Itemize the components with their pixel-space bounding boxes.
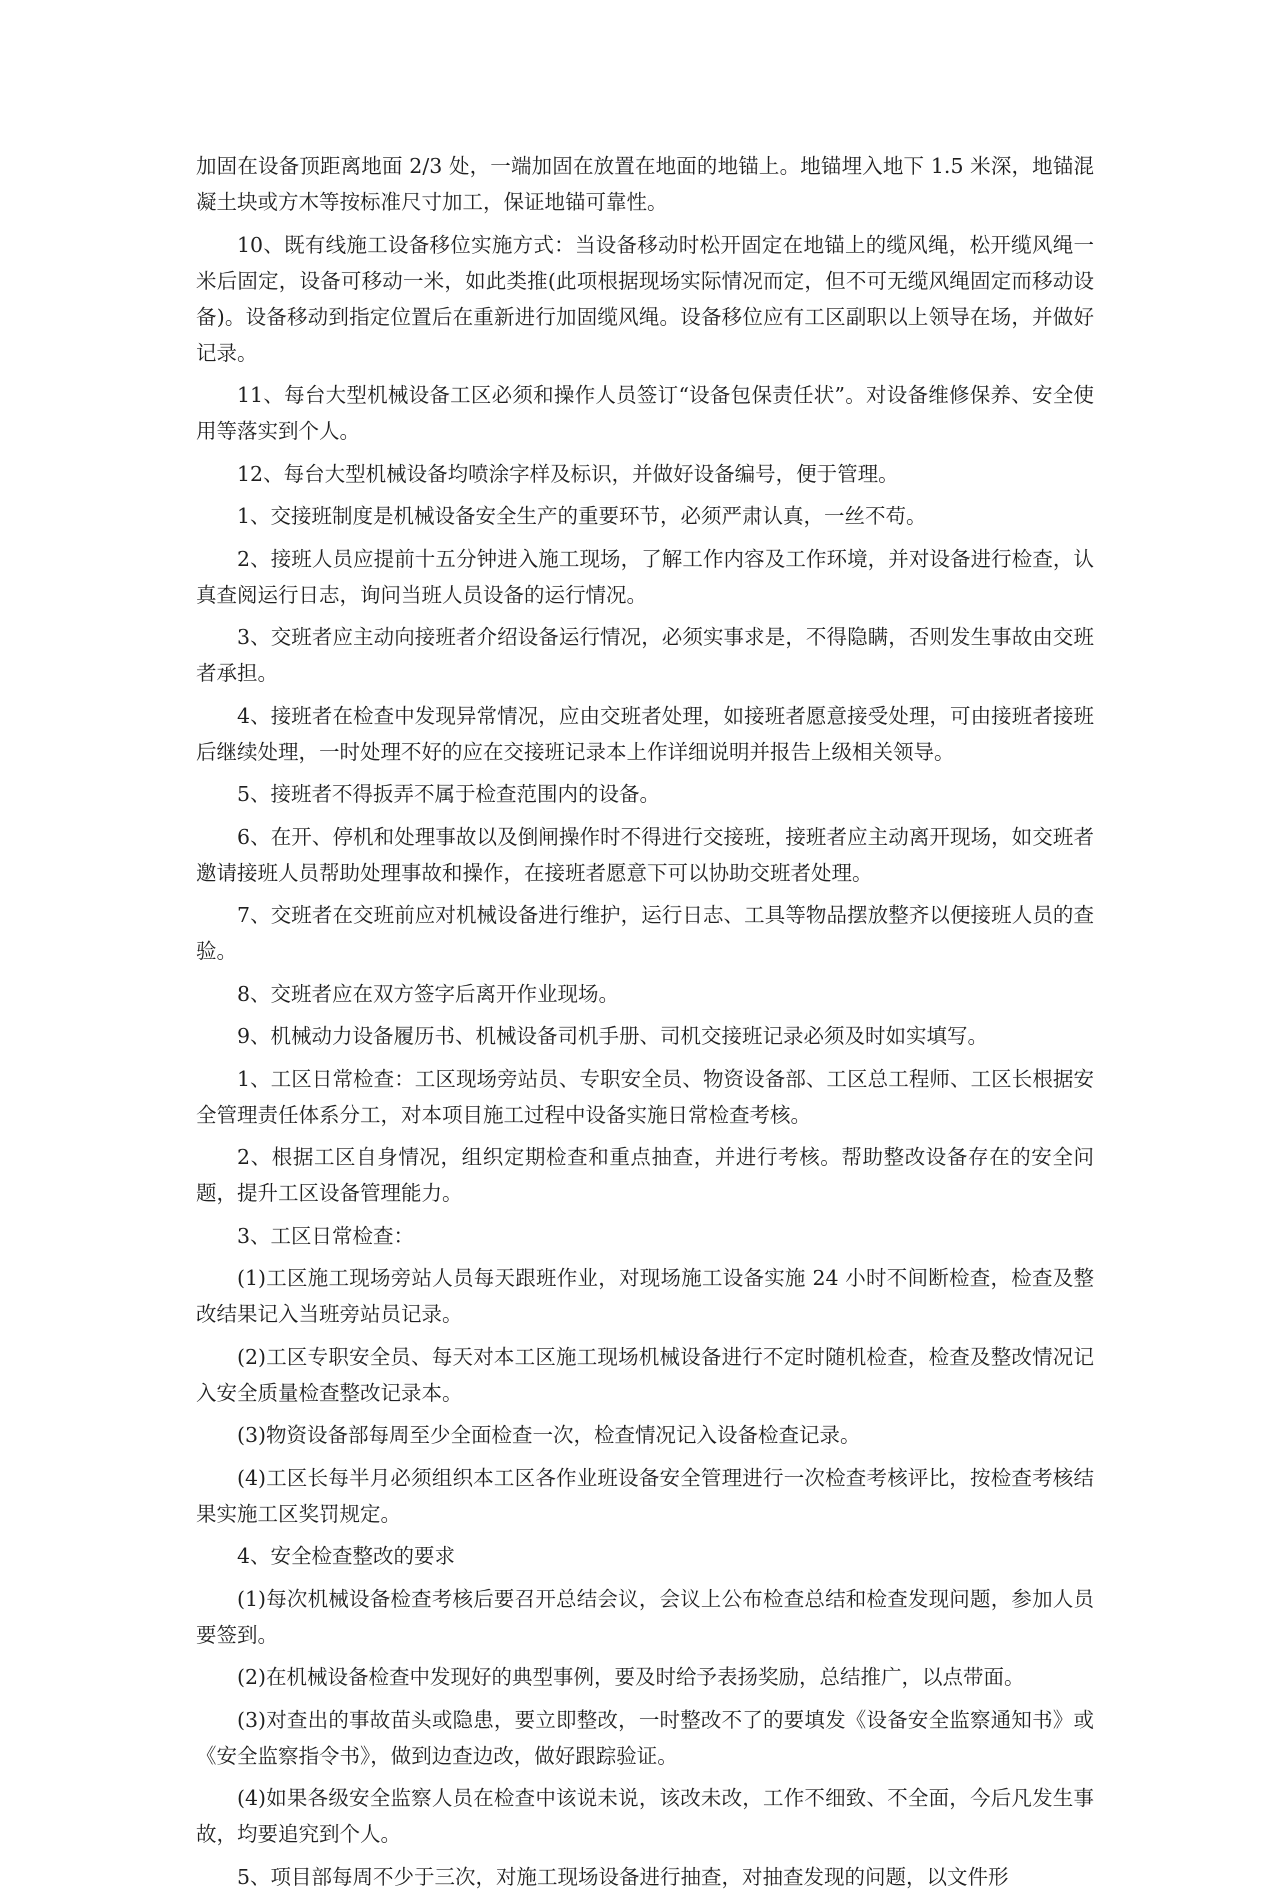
- paragraph-inspection-3-3: (3)物资设备部每周至少全面检查一次，检查情况记入设备检查记录。: [237, 1423, 861, 1447]
- paragraph-inspection-3-2: (2)工区专职安全员、每天对本工区施工现场机械设备进行不定时随机检查，检查及整改情况记入安全质量检查整改记录本。: [196, 1344, 1094, 1405]
- paragraph-rectification-4-4: (4)如果各级安全监察人员在检查中该说未说，该改未改，工作不细致、不全面，今后凡发生事故，均要追究到个人。: [196, 1786, 1094, 1846]
- document-body: [196, 148, 1094, 1901]
- paragraph-spot-check-5: 5、项目部每周不少于三次，对施工现场设备进行抽查，对抽查发现的问题，以文件形: [237, 1864, 1009, 1889]
- paragraph-rule-10: 10、既有线施工设备移位实施方式：当设备移动时松开固定在地锚上的缆风绳，松开缆风绳一米后固定，设备可移动一米，如此类推(此项根据现场实际情况而定，但不可无缆风绳固定而移动设备)。设备移动到指定位置后在重新进行加固缆风绳。设备移位应有工区副职以上领导在场，并做好记录。: [196, 232, 1094, 365]
- paragraph-handover-3: 3、交班者应主动向接班者介绍设备运行情况，必须实事求是，不得隐瞒，否则发生事故由交班者承担。: [196, 625, 1094, 685]
- paragraph-rectification-4-1: (1)每次机械设备检查考核后要召开总结会议，会议上公布检查总结和检查发现问题，参加人员要签到。: [196, 1586, 1094, 1647]
- paragraph-rectification-4-3: (3)对查出的事故苗头或隐患，要立即整改，一时整改不了的要填发《设备安全监察通知书》或《安全监察指令书》，做到边查边改，做好跟踪验证。: [196, 1707, 1094, 1768]
- paragraph-rectification-4-2: (2)在机械设备检查中发现好的典型事例，要及时给予表扬奖励，总结推广，以点带面。: [237, 1665, 1025, 1689]
- paragraph-anchor-reinforcement: 加固在设备顶距离地面 2/3 处，一端加固在放置在地面的地锚上。地锚埋入地下 1.5 米深，地锚混凝土块或方木等按标准尺寸加工，保证地锚可靠性。: [196, 154, 1094, 214]
- paragraph-rule-11: 11、每台大型机械设备工区必须和操作人员签订“设备包保责任状”。对设备维修保养、安全使用等落实到个人。: [196, 383, 1094, 443]
- paragraph-handover-7: 7、交班者在交班前应对机械设备进行维护，运行日志、工具等物品摆放整齐以便接班人员的查验。: [196, 903, 1094, 963]
- paragraph-handover-6: 6、在开、停机和处理事故以及倒闸操作时不得进行交接班，接班者应主动离开现场，如交班者邀请接班人员帮助处理事故和操作，在接班者愿意下可以协助交班者处理。: [196, 824, 1094, 885]
- paragraph-inspection-1: 1、工区日常检查：工区现场旁站员、专职安全员、物资设备部、工区总工程师、工区长根据安全管理责任体系分工，对本项目施工过程中设备实施日常检查考核。: [196, 1066, 1094, 1127]
- paragraph-inspection-3-1: (1)工区施工现场旁站人员每天跟班作业，对现场施工设备实施 24 小时不间断检查，检查及整改结果记入当班旁站员记录。: [196, 1266, 1094, 1326]
- paragraph-handover-5: 5、接班者不得扳弄不属于检查范围内的设备。: [237, 782, 661, 806]
- paragraph-inspection-2: 2、根据工区自身情况，组织定期检查和重点抽查，并进行考核。帮助整改设备存在的安全问题，提升工区设备管理能力。: [196, 1145, 1094, 1205]
- paragraph-handover-8: 8、交班者应在双方签字后离开作业现场。: [237, 981, 620, 1006]
- paragraph-handover-1: 1、交接班制度是机械设备安全生产的重要环节，必须严肃认真，一丝不苟。: [237, 504, 927, 528]
- paragraph-inspection-3-4: (4)工区长每半月必须组织本工区各作业班设备安全管理进行一次检查考核评比，按检查考核结果实施工区奖罚规定。: [196, 1465, 1094, 1526]
- paragraph-handover-9: 9、机械动力设备履历书、机械设备司机手册、司机交接班记录必须及时如实填写。: [237, 1024, 989, 1048]
- paragraph-inspection-3: 3、工区日常检查：: [237, 1223, 415, 1248]
- paragraph-rule-12: 12、每台大型机械设备均喷涂字样及标识，并做好设备编号，便于管理。: [237, 461, 899, 486]
- paragraph-rectification-4: 4、安全检查整改的要求: [237, 1544, 456, 1568]
- paragraph-handover-4: 4、接班者在检查中发现异常情况，应由交班者处理，如接班者愿意接受处理，可由接班者接班后继续处理，一时处理不好的应在交接班记录本上作详细说明并报告上级相关领导。: [196, 703, 1094, 764]
- paragraph-handover-2: 2、接班人员应提前十五分钟进入施工现场，了解工作内容及工作环境，并对设备进行检查，认真查阅运行日志，询问当班人员设备的运行情况。: [196, 546, 1094, 607]
